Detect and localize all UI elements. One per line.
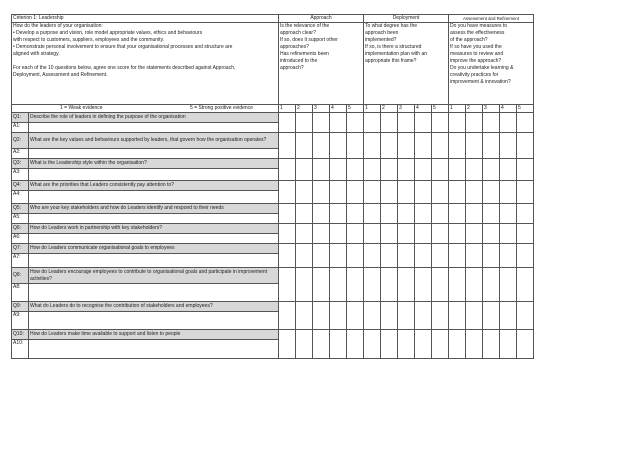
score-cell[interactable] <box>313 268 330 302</box>
assessment-description-line: measures to review and <box>450 51 504 57</box>
score-cell[interactable] <box>466 268 483 302</box>
question-text: What are the priorities that Leaders consistently pay attention to? <box>29 181 279 191</box>
score-cell[interactable] <box>415 181 432 204</box>
score-cell[interactable] <box>296 330 313 359</box>
score-cell[interactable] <box>483 113 500 133</box>
score-header: 3 <box>313 105 330 113</box>
answer-label: A2: <box>12 149 29 159</box>
score-header: 4 <box>330 105 347 113</box>
score-cell[interactable] <box>449 244 466 268</box>
score-cell[interactable] <box>296 159 313 181</box>
question-text: How do Leaders make time available to support and listen to people <box>29 330 279 340</box>
score-cell[interactable] <box>313 204 330 224</box>
score-cell[interactable] <box>296 133 313 159</box>
score-cell[interactable] <box>449 159 466 181</box>
score-cell[interactable] <box>279 204 296 224</box>
score-cell[interactable] <box>483 204 500 224</box>
score-cell[interactable] <box>279 181 296 204</box>
score-cell[interactable] <box>432 204 449 224</box>
criterion-title: Criterion 1: Leadership <box>12 15 279 23</box>
answer-label: A3: <box>12 169 29 181</box>
score-cell[interactable] <box>466 181 483 204</box>
score-cell[interactable] <box>330 330 347 359</box>
score-cell[interactable] <box>381 244 398 268</box>
score-cell[interactable] <box>347 224 364 244</box>
approach-description-line: Is the relevance of the <box>280 23 330 29</box>
score-cell[interactable] <box>381 181 398 204</box>
score-cell[interactable] <box>466 302 483 330</box>
answer-label: A5: <box>12 214 29 224</box>
score-cell[interactable] <box>449 268 466 302</box>
answer-field[interactable] <box>29 340 279 359</box>
answer-label: A10: <box>12 340 29 359</box>
score-cell[interactable] <box>415 159 432 181</box>
score-cell[interactable] <box>330 224 347 244</box>
score-cell[interactable] <box>330 204 347 224</box>
score-cell[interactable] <box>466 244 483 268</box>
score-cell[interactable] <box>432 302 449 330</box>
score-cell[interactable] <box>500 244 517 268</box>
score-cell[interactable] <box>364 268 381 302</box>
score-cell[interactable] <box>466 113 483 133</box>
score-cell[interactable] <box>398 268 415 302</box>
score-cell[interactable] <box>313 133 330 159</box>
scale-legend <box>12 105 279 113</box>
score-cell[interactable] <box>330 302 347 330</box>
question-number: Q10: <box>12 330 29 340</box>
score-cell[interactable] <box>517 181 534 204</box>
score-cell[interactable] <box>347 113 364 133</box>
score-cell[interactable] <box>279 224 296 244</box>
question-number: Q2: <box>12 133 29 149</box>
score-cell[interactable] <box>483 268 500 302</box>
score-cell[interactable] <box>381 330 398 359</box>
score-cell[interactable] <box>330 113 347 133</box>
answer-label: A4: <box>12 191 29 204</box>
approach-header: Approach <box>279 15 364 23</box>
score-cell[interactable] <box>347 330 364 359</box>
score-cell[interactable] <box>364 244 381 268</box>
score-cell[interactable] <box>279 268 296 302</box>
score-cell[interactable] <box>449 204 466 224</box>
question-text: How do Leaders work in partnership with key stakeholders? <box>29 224 279 234</box>
scale-strong: 5 = Strong positive evidence <box>190 105 253 111</box>
score-header: 1 <box>449 105 466 113</box>
intro-line: How do the leaders of your organisation: <box>13 23 103 29</box>
score-cell[interactable] <box>432 133 449 159</box>
score-cell[interactable] <box>330 244 347 268</box>
answer-field[interactable] <box>29 234 279 244</box>
approach-description-line: If so, does it support other <box>280 37 338 43</box>
score-cell[interactable] <box>500 159 517 181</box>
approach-description-line <box>280 72 362 79</box>
score-cell[interactable] <box>381 133 398 159</box>
score-cell[interactable] <box>432 159 449 181</box>
question-number: Q7: <box>12 244 29 254</box>
leadership-assessment-table <box>11 14 534 359</box>
score-cell[interactable] <box>517 302 534 330</box>
score-cell[interactable] <box>381 302 398 330</box>
score-cell[interactable] <box>483 133 500 159</box>
deployment-description-line: To what degree has the <box>365 23 418 29</box>
score-cell[interactable] <box>415 224 432 244</box>
score-cell[interactable] <box>415 204 432 224</box>
score-cell[interactable] <box>432 224 449 244</box>
score-cell[interactable] <box>347 181 364 204</box>
score-header: 1 <box>364 105 381 113</box>
score-cell[interactable] <box>398 224 415 244</box>
score-cell[interactable] <box>500 224 517 244</box>
deployment-header: Deployment <box>364 15 449 23</box>
score-cell[interactable] <box>381 204 398 224</box>
question-text: How do Leaders encourage employees to contribute to organisational goals and participate in improvement activities? <box>29 268 279 284</box>
approach-description-line: Has refinements been <box>280 51 329 57</box>
question-text: Describe the role of leaders in defining the purpose of the organisation <box>29 113 279 123</box>
deployment-description-line: If so, is there a structured <box>365 44 422 50</box>
question-number: Q8: <box>12 268 29 284</box>
score-cell[interactable] <box>313 159 330 181</box>
answer-field[interactable] <box>29 123 279 133</box>
score-cell[interactable] <box>517 159 534 181</box>
answer-field[interactable] <box>29 254 279 268</box>
score-cell[interactable] <box>398 159 415 181</box>
score-cell[interactable] <box>313 302 330 330</box>
answer-field[interactable] <box>29 312 279 330</box>
assessment-description-line: Do you have measures to <box>450 23 508 29</box>
score-cell[interactable] <box>330 159 347 181</box>
score-cell[interactable] <box>415 268 432 302</box>
answer-label: A9: <box>12 312 29 330</box>
score-cell[interactable] <box>466 330 483 359</box>
answer-field[interactable] <box>29 149 279 159</box>
score-cell[interactable] <box>432 181 449 204</box>
score-cell[interactable] <box>483 159 500 181</box>
score-cell[interactable] <box>347 204 364 224</box>
question-text: Who are your key stakeholders and how do Leaders identify and respond to their needs <box>29 204 279 214</box>
score-cell[interactable] <box>296 224 313 244</box>
intro-text <box>12 23 279 105</box>
score-cell[interactable] <box>364 224 381 244</box>
score-header: 2 <box>296 105 313 113</box>
score-cell[interactable] <box>364 330 381 359</box>
score-cell[interactable] <box>449 181 466 204</box>
intro-line: For each of the 10 questions below, agree one score for the statements described against Approach, <box>13 65 236 71</box>
assessment-description-line: improvement & innovation? <box>450 79 511 85</box>
score-cell[interactable] <box>279 330 296 359</box>
score-cell[interactable] <box>449 224 466 244</box>
score-cell[interactable] <box>500 268 517 302</box>
question-number: Q6: <box>12 224 29 234</box>
score-header: 3 <box>483 105 500 113</box>
question-number: Q4: <box>12 181 29 191</box>
score-cell[interactable] <box>483 224 500 244</box>
score-cell[interactable] <box>381 224 398 244</box>
deployment-description-line: appropriate this frame? <box>365 58 417 64</box>
score-cell[interactable] <box>279 244 296 268</box>
score-cell[interactable] <box>296 181 313 204</box>
score-cell[interactable] <box>500 133 517 159</box>
deployment-description-line <box>365 72 447 79</box>
score-cell[interactable] <box>517 224 534 244</box>
intro-line: Deployment, Assessment and Refinement. <box>13 72 108 78</box>
intro-line: • Develop a purpose and vision, role model appropriate values, ethics and behaviours <box>13 30 203 36</box>
answer-label: A7: <box>12 254 29 268</box>
score-cell[interactable] <box>364 302 381 330</box>
score-header: 4 <box>415 105 432 113</box>
approach-description-line: introduced to the <box>280 58 318 64</box>
score-cell[interactable] <box>364 159 381 181</box>
score-cell[interactable] <box>483 244 500 268</box>
score-cell[interactable] <box>500 113 517 133</box>
deployment-description <box>364 23 449 105</box>
score-cell[interactable] <box>483 302 500 330</box>
score-cell[interactable] <box>398 302 415 330</box>
score-cell[interactable] <box>330 268 347 302</box>
score-header: 1 <box>279 105 296 113</box>
intro-line: • Demonstrate personal involvement to ensure that your organisational processes and structure are <box>13 44 233 50</box>
question-text: What do Leaders do to recognise the contribution of stakeholders and employees? <box>29 302 279 312</box>
score-header: 4 <box>500 105 517 113</box>
score-cell[interactable] <box>364 113 381 133</box>
intro-line: with respect to customers, suppliers, employees and the community. <box>13 37 165 43</box>
score-cell[interactable] <box>398 181 415 204</box>
score-cell[interactable] <box>415 302 432 330</box>
score-cell[interactable] <box>313 244 330 268</box>
score-cell[interactable] <box>347 133 364 159</box>
score-cell[interactable] <box>466 224 483 244</box>
deployment-description-line <box>365 65 447 72</box>
score-cell[interactable] <box>313 224 330 244</box>
score-header: 5 <box>517 105 534 113</box>
score-header: 5 <box>347 105 364 113</box>
score-cell[interactable] <box>296 302 313 330</box>
question-number: Q3: <box>12 159 29 169</box>
score-cell[interactable] <box>398 330 415 359</box>
question-number: Q1: <box>12 113 29 123</box>
scale-weak: 1 = Weak evidence <box>60 105 103 111</box>
score-cell[interactable] <box>500 302 517 330</box>
score-cell[interactable] <box>313 330 330 359</box>
answer-label: A8: <box>12 284 29 302</box>
answer-label: A6: <box>12 234 29 244</box>
score-cell[interactable] <box>415 133 432 159</box>
score-cell[interactable] <box>330 181 347 204</box>
assessment-description-line: improve the approach? <box>450 58 502 64</box>
score-cell[interactable] <box>415 113 432 133</box>
score-cell[interactable] <box>381 113 398 133</box>
score-cell[interactable] <box>449 133 466 159</box>
score-cell[interactable] <box>517 133 534 159</box>
score-cell[interactable] <box>296 204 313 224</box>
score-cell[interactable] <box>313 181 330 204</box>
score-cell[interactable] <box>330 133 347 159</box>
approach-description-line: approach clear? <box>280 30 316 36</box>
score-cell[interactable] <box>364 133 381 159</box>
score-cell[interactable] <box>279 302 296 330</box>
score-cell[interactable] <box>500 330 517 359</box>
answer-field[interactable] <box>29 284 279 302</box>
approach-description-line: approach? <box>280 65 304 71</box>
score-cell[interactable] <box>415 244 432 268</box>
score-cell[interactable] <box>296 268 313 302</box>
score-cell[interactable] <box>483 181 500 204</box>
intro-line: aligned with strategy. <box>13 51 60 57</box>
score-cell[interactable] <box>466 133 483 159</box>
score-cell[interactable] <box>381 268 398 302</box>
deployment-description-line: approach been <box>365 30 399 36</box>
score-cell[interactable] <box>398 133 415 159</box>
score-cell[interactable] <box>432 268 449 302</box>
score-cell[interactable] <box>347 268 364 302</box>
approach-description-line: approaches? <box>280 44 309 50</box>
approach-description <box>279 23 364 105</box>
assessment-description-line: of the approach? <box>450 37 488 43</box>
score-cell[interactable] <box>347 244 364 268</box>
score-header: 5 <box>432 105 449 113</box>
question-text: How do Leaders communicate organisational goals to employees <box>29 244 279 254</box>
score-cell[interactable] <box>279 113 296 133</box>
score-cell[interactable] <box>296 113 313 133</box>
score-cell[interactable] <box>517 268 534 302</box>
score-cell[interactable] <box>415 330 432 359</box>
question-number: Q5: <box>12 204 29 214</box>
question-number: Q9: <box>12 302 29 312</box>
score-header: 3 <box>398 105 415 113</box>
score-cell[interactable] <box>500 181 517 204</box>
score-header: 2 <box>466 105 483 113</box>
intro-line <box>13 58 277 65</box>
score-cell[interactable] <box>517 204 534 224</box>
score-cell[interactable] <box>364 204 381 224</box>
score-cell[interactable] <box>313 113 330 133</box>
score-cell[interactable] <box>449 330 466 359</box>
score-cell[interactable] <box>432 330 449 359</box>
score-cell[interactable] <box>449 302 466 330</box>
score-cell[interactable] <box>296 244 313 268</box>
score-cell[interactable] <box>398 244 415 268</box>
score-cell[interactable] <box>347 159 364 181</box>
assessment-description-line: Do you undertake learning & <box>450 65 514 71</box>
score-header: 2 <box>381 105 398 113</box>
score-cell[interactable] <box>381 159 398 181</box>
assessment-description-line: creativity practices for <box>450 72 499 78</box>
score-cell[interactable] <box>398 204 415 224</box>
answer-field[interactable] <box>29 191 279 204</box>
score-cell[interactable] <box>500 204 517 224</box>
score-cell[interactable] <box>449 113 466 133</box>
score-cell[interactable] <box>347 302 364 330</box>
deployment-description-line: implemented? <box>365 37 397 43</box>
assessment-description-line: If so have you used the <box>450 44 502 50</box>
assessment-description-line: assess the effectiveness <box>450 30 505 36</box>
score-cell[interactable] <box>466 204 483 224</box>
question-text: What is the Leadership style within the organisation? <box>29 159 279 169</box>
score-cell[interactable] <box>279 159 296 181</box>
score-cell[interactable] <box>466 159 483 181</box>
answer-label: A1: <box>12 123 29 133</box>
score-cell[interactable] <box>517 244 534 268</box>
assessment-description <box>449 23 534 105</box>
score-cell[interactable] <box>398 113 415 133</box>
deployment-description-line: implementation plan with an <box>365 51 428 57</box>
score-cell[interactable] <box>432 244 449 268</box>
score-cell[interactable] <box>364 181 381 204</box>
answer-field[interactable] <box>29 214 279 224</box>
answer-field[interactable] <box>29 169 279 181</box>
score-cell[interactable] <box>517 113 534 133</box>
score-cell[interactable] <box>517 330 534 359</box>
question-text: What are the key values and behaviours supported by leaders, that govern how the organisation operates? <box>29 133 279 149</box>
score-cell[interactable] <box>279 133 296 159</box>
score-cell[interactable] <box>483 330 500 359</box>
score-cell[interactable] <box>432 113 449 133</box>
assessment-header: Assessment and Refinement <box>449 15 534 23</box>
